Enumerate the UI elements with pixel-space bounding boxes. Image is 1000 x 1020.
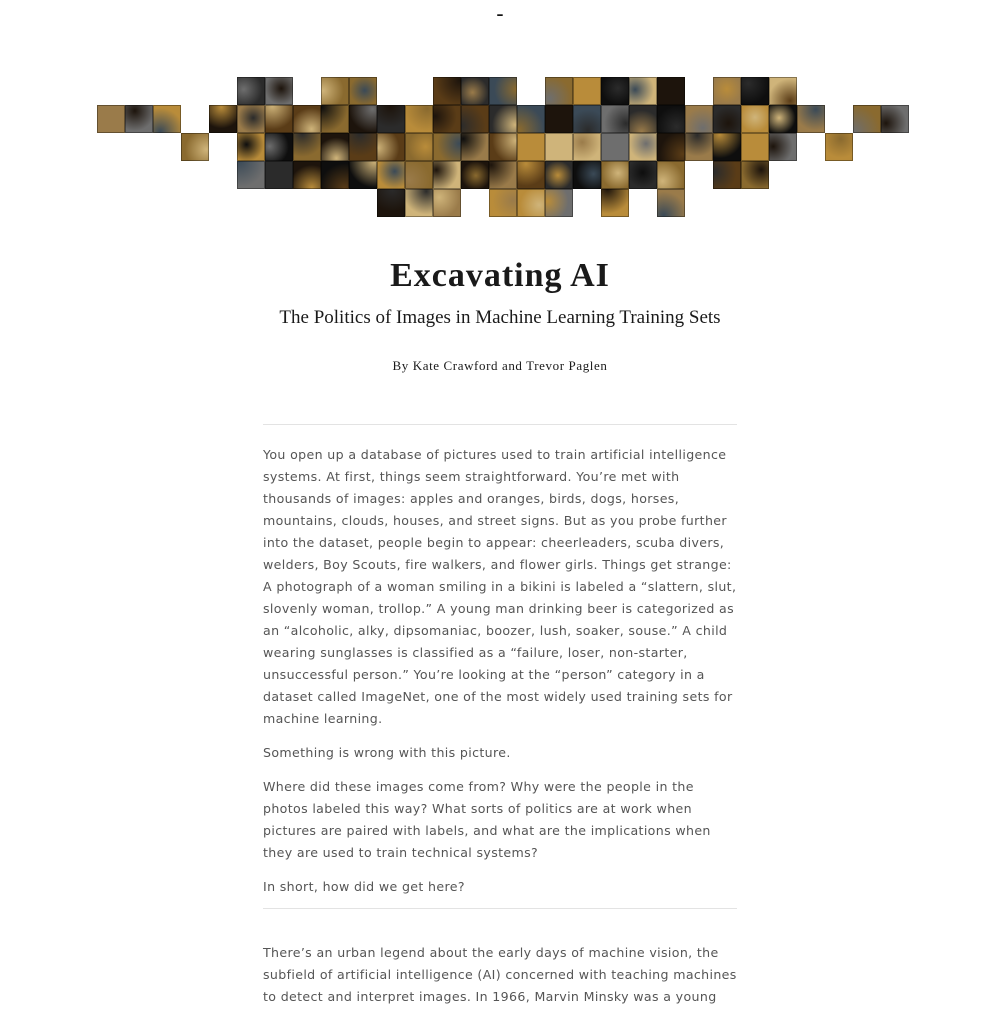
mosaic-tile <box>713 105 741 133</box>
mosaic-tile <box>321 133 349 161</box>
mosaic-tile <box>741 105 769 133</box>
mosaic-tile <box>601 105 629 133</box>
mosaic-tile <box>545 133 573 161</box>
mosaic-tile <box>349 77 377 105</box>
mosaic-tile <box>629 161 657 189</box>
mosaic-tile <box>433 133 461 161</box>
mosaic-tile <box>293 161 321 189</box>
mosaic-tile <box>825 133 853 161</box>
mosaic-tile <box>489 77 517 105</box>
hero-image-mosaic <box>0 0 1000 230</box>
mosaic-tile <box>517 161 545 189</box>
mosaic-tile <box>237 161 265 189</box>
mosaic-tile <box>741 133 769 161</box>
article-intro <box>263 444 737 910</box>
mosaic-tile <box>797 105 825 133</box>
paragraph: Something is wrong with this picture. <box>263 745 511 760</box>
page-subtitle: The Politics of Images in Machine Learning Training Sets <box>279 307 721 328</box>
mosaic-tile <box>265 133 293 161</box>
mosaic-tile <box>601 161 629 189</box>
mosaic-tile <box>405 189 433 217</box>
mosaic-tile <box>517 189 545 217</box>
mosaic-tile <box>265 77 293 105</box>
mosaic-tile <box>209 105 237 133</box>
mosaic-tile <box>237 133 265 161</box>
mosaic-tile <box>461 105 489 133</box>
mosaic-tile <box>405 133 433 161</box>
mosaic-tile <box>293 105 321 133</box>
mosaic-tile <box>517 105 545 133</box>
page-title: Excavating AI <box>390 257 610 294</box>
mosaic-tile <box>321 161 349 189</box>
mosaic-tile <box>433 105 461 133</box>
mosaic-tile <box>377 133 405 161</box>
mosaic-tile <box>433 77 461 105</box>
mosaic-tile <box>489 189 517 217</box>
divider-top <box>263 424 737 425</box>
mosaic-tile <box>377 161 405 189</box>
mosaic-tile <box>629 133 657 161</box>
mosaic-tile <box>601 189 629 217</box>
mosaic-tile <box>293 133 321 161</box>
paragraph: There’s an urban legend about the early days of machine vision, the subfield of artificial intelligence (AI) concerned with teaching machines to detect and interpret images. In 1966, Marvin Minsky was a young <box>263 945 737 1004</box>
mosaic-tile <box>573 133 601 161</box>
article-section <box>263 942 737 1020</box>
mosaic-tile <box>461 161 489 189</box>
mosaic-tile <box>545 77 573 105</box>
mosaic-tile <box>433 161 461 189</box>
mosaic-tile <box>713 77 741 105</box>
mosaic-tile <box>433 189 461 217</box>
mosaic-tile <box>713 133 741 161</box>
mosaic-tile <box>573 161 601 189</box>
mosaic-tile <box>321 77 349 105</box>
mosaic-tile <box>125 105 153 133</box>
mosaic-tile <box>321 105 349 133</box>
mosaic-tile <box>545 189 573 217</box>
mosaic-tile <box>377 105 405 133</box>
mosaic-tile <box>489 133 517 161</box>
paragraph: Where did these images come from? Why were the people in the photos labeled this way? What sorts of politics are at work when pictures are paired with labels, and what are the implications when they are used to train technical systems? <box>263 779 711 860</box>
mosaic-tile <box>349 161 377 189</box>
mosaic-tile <box>545 105 573 133</box>
mosaic-tile <box>573 105 601 133</box>
mosaic-tile <box>349 133 377 161</box>
mosaic-tile <box>629 105 657 133</box>
mosaic-tile <box>601 133 629 161</box>
mosaic-tile <box>153 105 181 133</box>
mosaic-tile <box>657 77 685 105</box>
mosaic-tile <box>265 161 293 189</box>
mosaic-tile <box>181 133 209 161</box>
mosaic-tile <box>657 161 685 189</box>
mosaic-tile <box>741 77 769 105</box>
mosaic-tile <box>769 105 797 133</box>
mosaic-tile <box>461 133 489 161</box>
mosaic-tile <box>265 105 293 133</box>
mosaic-tile <box>97 105 125 133</box>
mosaic-tile <box>237 77 265 105</box>
mosaic-tile <box>601 77 629 105</box>
mosaic-tile <box>657 133 685 161</box>
mosaic-tile <box>657 105 685 133</box>
mosaic-tile <box>573 77 601 105</box>
mosaic-tile <box>237 105 265 133</box>
mosaic-tile <box>741 161 769 189</box>
mosaic-tile <box>405 161 433 189</box>
mosaic-tile <box>657 189 685 217</box>
mosaic-tile <box>769 77 797 105</box>
mosaic-tile <box>853 105 881 133</box>
paragraph: In short, how did we get here? <box>263 879 465 894</box>
title-block <box>0 255 1000 375</box>
mosaic-tile <box>769 133 797 161</box>
byline: By Kate Crawford and Trevor Paglen <box>392 358 608 373</box>
mosaic-tile <box>461 77 489 105</box>
top-mark: - <box>496 2 504 27</box>
mosaic-tile <box>685 105 713 133</box>
mosaic-tile <box>629 77 657 105</box>
mosaic-tile <box>713 161 741 189</box>
divider-section <box>263 908 737 909</box>
mosaic-tile <box>517 133 545 161</box>
mosaic-tile <box>545 161 573 189</box>
mosaic-tile <box>377 189 405 217</box>
mosaic-tile <box>405 105 433 133</box>
mosaic-tile <box>685 133 713 161</box>
mosaic-tile <box>489 105 517 133</box>
mosaic-tile <box>489 161 517 189</box>
mosaic-tile <box>881 105 909 133</box>
mosaic-tile <box>349 105 377 133</box>
paragraph: You open up a database of pictures used to train artificial intelligence systems. At first, things seem straightforward. You’re met with thousands of images: apples and oranges, birds, dogs, horses, mountains, clouds, houses, and street signs. But as you probe further into the dataset, people begin to appear: cheerleaders, scuba divers, welders, Boy Scouts, fire walkers, and flower girls. Things get strange: A photograph of a woman smiling in a bikini is labeled a “slattern, slut, slovenly woman, trollop.” A young man drinking beer is categorized as an “alcoholic, alky, dipsomaniac, boozer, lush, soaker, souse.” A child wearing sunglasses is classified as a “failure, loser, non-starter, unsuccessful person.” You’re looking at the “person” category in a dataset called ImageNet, one of the most widely used training sets for machine learning. <box>263 447 737 726</box>
